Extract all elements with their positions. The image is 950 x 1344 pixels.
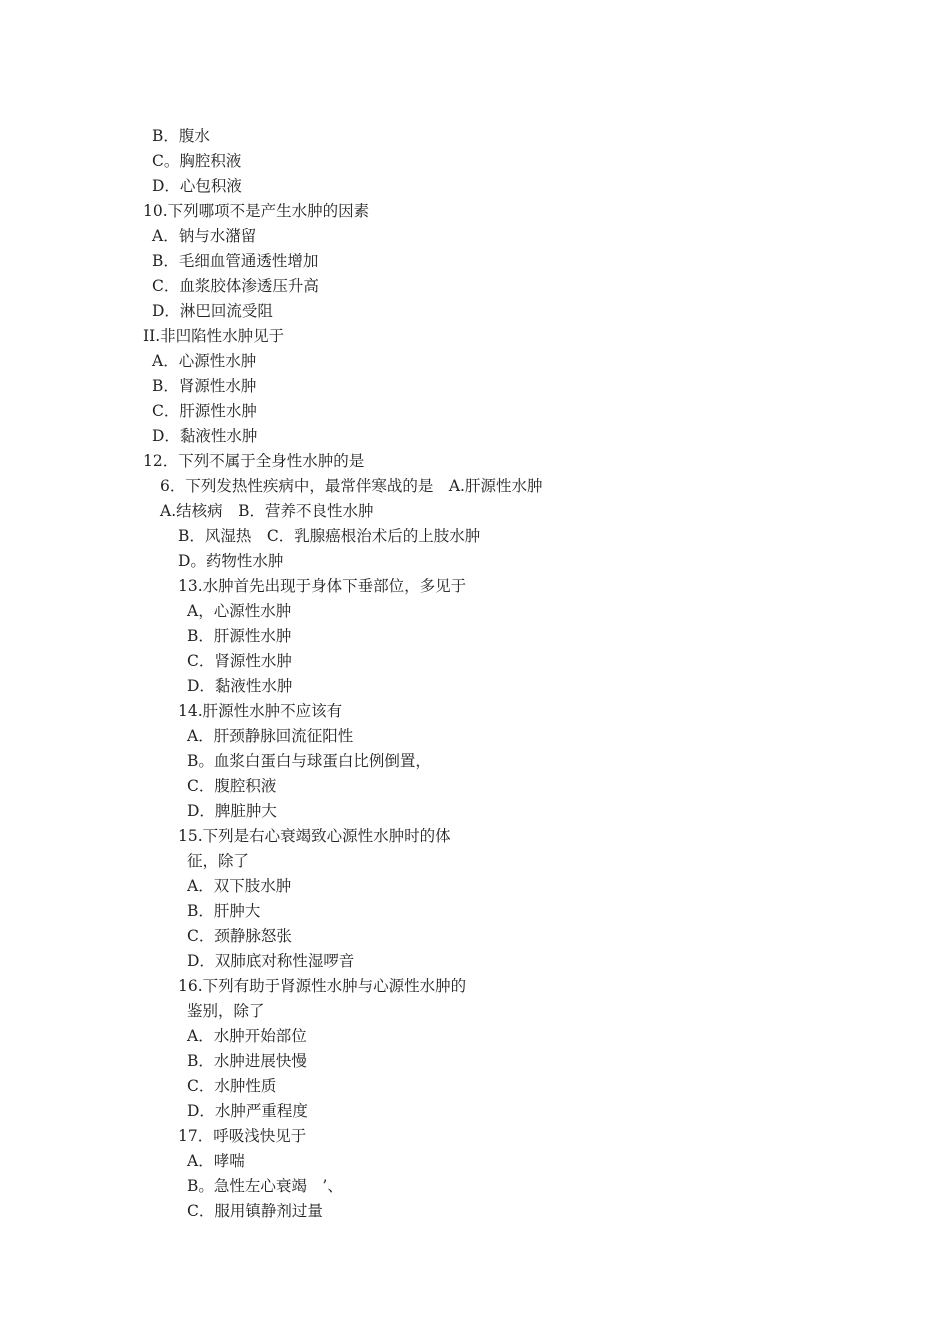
option-line: C．颈静脉怒张	[187, 927, 292, 945]
option-line: C．肝源性水肿	[152, 402, 257, 420]
option-line: A.结核病 B．营养不良性水肿	[160, 502, 374, 520]
option-line: C．服用镇静剂过量	[187, 1202, 323, 1220]
option-line: B．毛细血管通透性增加	[152, 252, 319, 270]
option-line: A．双下肢水肿	[187, 877, 292, 895]
question-line: 16.下列有助于肾源性水肿与心源性水肿的	[178, 977, 467, 995]
option-line: A．水肿开始部位	[187, 1027, 307, 1045]
option-line: B。急性左心衰竭 ’、	[187, 1177, 343, 1195]
option-line: D．黏液性水肿	[187, 677, 293, 695]
question-line: 征，除了	[187, 852, 250, 870]
question-line: 13.水肿首先出现于身体下垂部位，多见于	[178, 577, 467, 595]
option-line: D．黏液性水肿	[152, 427, 258, 445]
option-line: B。血浆白蛋白与球蛋白比例倒置，	[187, 752, 431, 770]
option-line: C．水肿性质	[187, 1077, 277, 1095]
option-line: A．钠与水潴留	[152, 227, 257, 245]
option-line: B．腹水	[152, 127, 210, 145]
option-line: B．风湿热 C．乳腺癌根治术后的上肢水肿	[178, 527, 481, 545]
question-line: 鉴别，除了	[187, 1002, 265, 1020]
option-line: A．哮喘	[187, 1152, 245, 1170]
option-line: D．淋巴回流受阻	[152, 302, 273, 320]
option-line: B．肝源性水肿	[187, 627, 292, 645]
option-line: D．脾脏肿大	[187, 802, 277, 820]
question-line: 6．下列发热性疾病中，最常伴寒战的是 A.肝源性水肿	[160, 477, 543, 495]
option-line: C。胸腔积液	[152, 152, 242, 170]
option-line: D．水肿严重程度	[187, 1102, 308, 1120]
question-line: 17．呼吸浅快见于	[178, 1127, 307, 1145]
question-line: 12．下列不属于全身性水肿的是	[143, 452, 365, 470]
option-line: D．心包积液	[152, 177, 242, 195]
option-line: D。药物性水肿	[178, 552, 284, 570]
option-line: C．血浆胶体渗透压升高	[152, 277, 319, 295]
option-line: A．肝颈静脉回流征阳性	[187, 727, 354, 745]
question-line: II.非凹陷性水肿见于	[143, 327, 285, 345]
option-line: A，心源性水肿	[187, 602, 292, 620]
option-line: A．心源性水肿	[152, 352, 257, 370]
option-line: B．水肿进展快慢	[187, 1052, 307, 1070]
question-line: 15.下列是右心衰竭致心源性水肿时的体	[178, 827, 451, 845]
option-line: D．双肺底对称性湿啰音	[187, 952, 355, 970]
question-line: 14.肝源性水肿不应该有	[178, 702, 343, 720]
question-line: 10.下列哪项不是产生水肿的因素	[143, 202, 370, 220]
option-line: C．肾源性水肿	[187, 652, 292, 670]
option-line: C．腹腔积液	[187, 777, 277, 795]
option-line: B．肾源性水肿	[152, 377, 257, 395]
option-line: B．肝肿大	[187, 902, 261, 920]
